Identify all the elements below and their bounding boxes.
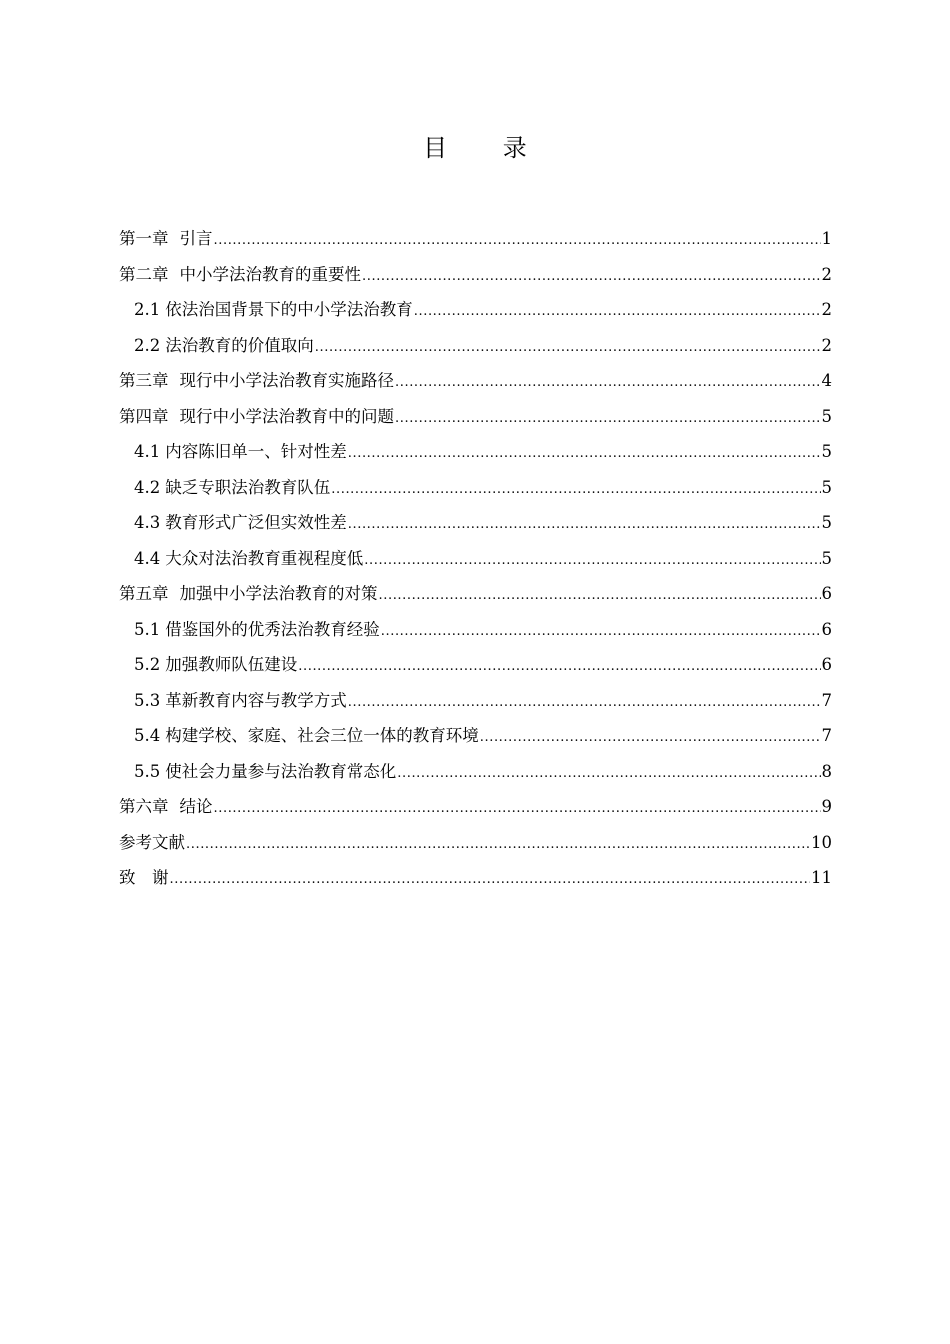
chapter-number: 第二章 — [119, 264, 169, 284]
toc-entry[interactable] — [119, 828, 832, 864]
toc-page-number: 1 — [821, 229, 832, 248]
dot-leader — [379, 581, 821, 611]
toc-entry[interactable] — [119, 224, 832, 260]
dot-leader — [364, 546, 820, 576]
toc-page-number: 6 — [821, 655, 832, 674]
section-number: 5.2 — [134, 655, 161, 674]
dot-leader — [414, 297, 821, 327]
toc-entry-title: 教育形式广泛但实效性差 — [165, 513, 347, 532]
toc-entry-label — [134, 650, 297, 680]
toc-entry-label — [134, 295, 413, 325]
toc-page-number: 8 — [821, 761, 832, 781]
toc-entry[interactable] — [119, 721, 832, 757]
dot-leader — [381, 617, 821, 647]
section-number: 2.2 — [134, 335, 161, 355]
toc-entry-label — [119, 792, 213, 822]
dot-leader — [397, 759, 820, 789]
dot-leader — [331, 475, 820, 505]
toc-entry[interactable] — [119, 295, 832, 331]
toc-entry-title: 参考文献 — [119, 832, 185, 852]
section-number: 4.3 — [134, 513, 161, 532]
toc-entry-title: 大众对法治教育重视程度低 — [165, 548, 364, 568]
toc-entry-label — [119, 366, 394, 396]
toc-page-number: 5 — [821, 477, 832, 497]
toc-page-number: 2 — [821, 264, 832, 284]
toc-entry-title: 构建学校、家庭、社会三位一体的教育环境 — [165, 726, 479, 745]
toc-entry[interactable] — [119, 615, 832, 651]
toc-page-number: 2 — [821, 335, 832, 355]
dot-leader — [348, 510, 821, 540]
toc-entry[interactable] — [119, 331, 832, 367]
toc-entry[interactable] — [119, 402, 832, 438]
toc-entry-label — [134, 686, 347, 716]
toc-entry-title: 借鉴国外的优秀法治教育经验 — [165, 619, 380, 639]
toc-entry-title: 加强中小学法治教育的对策 — [179, 584, 378, 603]
toc-entry-title: 革新教育内容与教学方式 — [165, 690, 347, 710]
dot-leader — [480, 723, 821, 753]
section-number: 2.1 — [134, 300, 161, 319]
toc-entry-title: 加强教师队伍建设 — [165, 655, 298, 674]
section-number: 5.4 — [134, 726, 161, 745]
chapter-number: 第六章 — [119, 797, 169, 816]
toc-entry-title: 中小学法治教育的重要性 — [179, 264, 361, 284]
dot-leader — [395, 368, 821, 398]
chapter-number: 第三章 — [119, 371, 169, 390]
toc-page-number: 6 — [821, 619, 832, 639]
chapter-number: 第四章 — [119, 406, 169, 426]
toc-page-number: 5 — [821, 548, 832, 568]
toc-entry[interactable] — [119, 579, 832, 615]
toc-entry-label — [134, 331, 314, 361]
toc-entry-label — [119, 224, 213, 254]
toc-entry-title: 法治教育的价值取向 — [165, 335, 314, 355]
toc-entry-label — [134, 473, 330, 503]
toc-entry-title: 使社会力量参与法治教育常态化 — [165, 761, 397, 781]
dot-leader — [298, 652, 820, 682]
toc-entry[interactable] — [119, 437, 832, 473]
toc-entry-label — [134, 544, 363, 574]
section-number: 4.1 — [134, 442, 161, 461]
toc-entry-title: 现行中小学法治教育中的问题 — [179, 406, 394, 426]
toc-entry-label — [134, 615, 380, 645]
toc-entry-label — [119, 260, 361, 290]
section-number: 5.3 — [134, 690, 161, 710]
toc-page-number: 10 — [811, 832, 832, 852]
toc-entry[interactable] — [119, 544, 832, 580]
toc-entry-title: 致 谢 — [119, 868, 169, 887]
section-number: 5.1 — [134, 619, 161, 639]
dot-leader — [170, 865, 811, 895]
toc-entry[interactable] — [119, 757, 832, 793]
dot-leader — [315, 333, 821, 363]
toc-entry-label — [119, 402, 394, 432]
table-of-contents — [119, 224, 832, 899]
toc-page-number: 11 — [811, 868, 832, 887]
toc-page-number: 5 — [821, 406, 832, 426]
toc-entry-label — [134, 437, 347, 467]
toc-page-number: 9 — [821, 797, 832, 816]
dot-leader — [186, 830, 810, 860]
toc-entry[interactable] — [119, 508, 832, 544]
toc-page-number: 5 — [821, 442, 832, 461]
toc-entry-title: 内容陈旧单一、针对性差 — [165, 442, 347, 461]
toc-entry-label — [119, 828, 185, 858]
chapter-number: 第五章 — [119, 584, 169, 603]
toc-entry[interactable] — [119, 792, 832, 828]
toc-entry-title: 缺乏专职法治教育队伍 — [165, 477, 331, 497]
section-number: 4.4 — [134, 548, 161, 568]
dot-leader — [395, 404, 821, 434]
section-number: 5.5 — [134, 761, 161, 781]
toc-entry-label — [134, 757, 396, 787]
toc-entry-title: 引言 — [179, 229, 213, 248]
toc-entry[interactable] — [119, 473, 832, 509]
toc-entry-label — [119, 863, 169, 893]
toc-entry[interactable] — [119, 650, 832, 686]
toc-page-number: 7 — [821, 726, 832, 745]
dot-leader — [214, 226, 821, 256]
toc-entry[interactable] — [119, 260, 832, 296]
dot-leader — [348, 688, 821, 718]
toc-page-number: 6 — [821, 584, 832, 603]
toc-page-number: 7 — [821, 690, 832, 710]
toc-entry-label — [134, 721, 479, 751]
section-number: 4.2 — [134, 477, 161, 497]
toc-entry-label — [134, 508, 347, 538]
toc-entry-title: 依法治国背景下的中小学法治教育 — [165, 300, 413, 319]
toc-page-number: 5 — [821, 513, 832, 532]
dot-leader — [214, 794, 821, 824]
toc-page-number: 4 — [821, 371, 832, 390]
toc-entry-title: 现行中小学法治教育实施路径 — [179, 371, 394, 390]
dot-leader — [362, 262, 821, 292]
chapter-number: 第一章 — [119, 229, 169, 248]
toc-entry-title: 结论 — [179, 797, 213, 816]
toc-entry-label — [119, 579, 378, 609]
toc-heading: 目 录 — [423, 134, 551, 162]
toc-page-number: 2 — [821, 300, 832, 319]
toc-entry[interactable] — [119, 366, 832, 402]
toc-entry[interactable] — [119, 686, 832, 722]
toc-entry[interactable] — [119, 863, 832, 899]
dot-leader — [348, 439, 821, 469]
